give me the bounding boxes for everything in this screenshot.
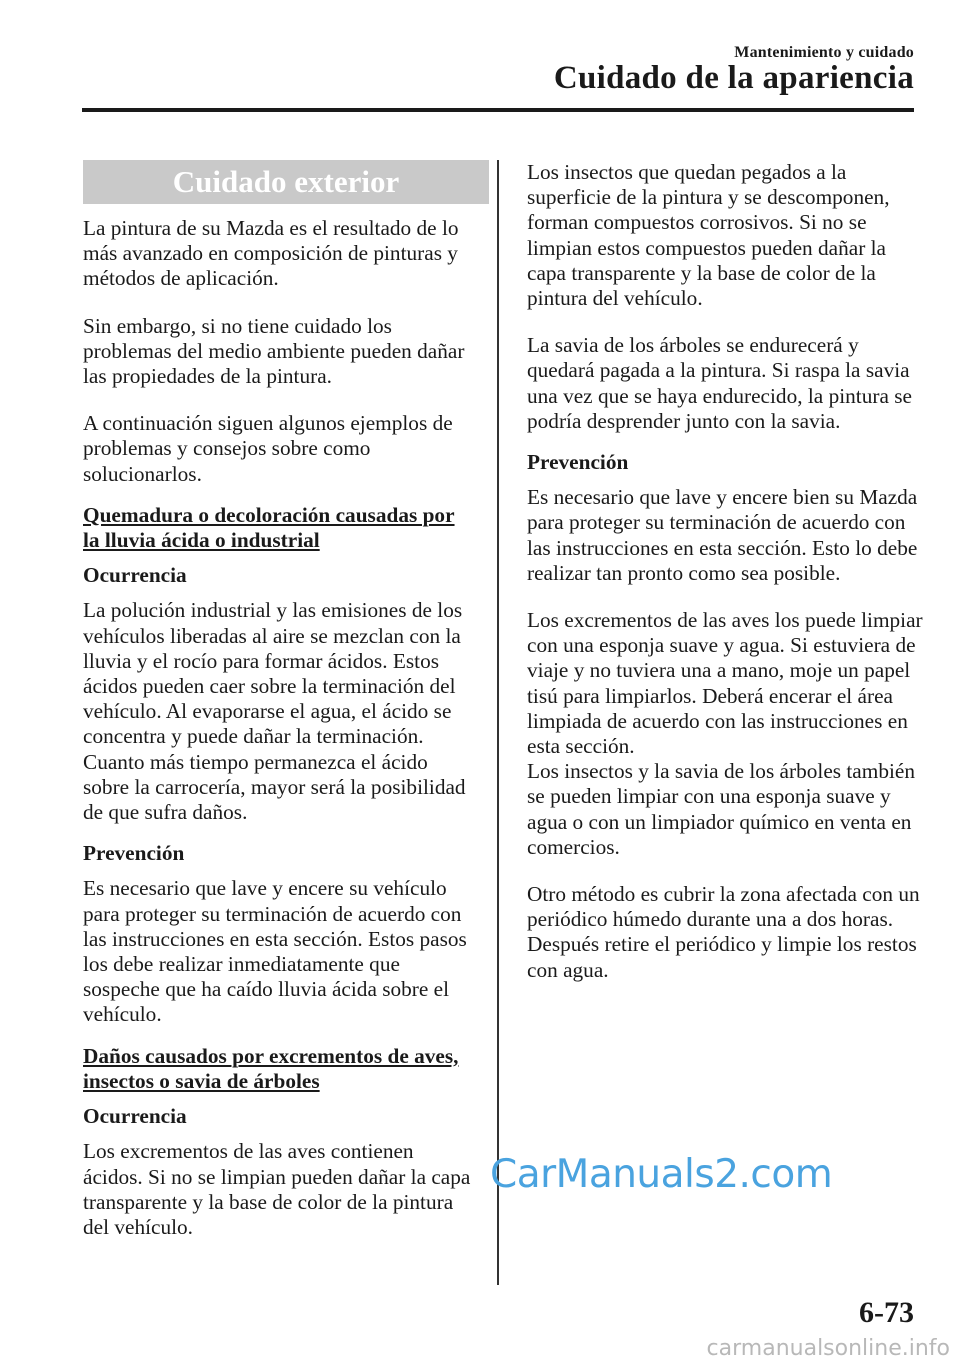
intro-paragraph-3: A continuación siguen algunos ejemplos de problemas y consejos sobre como solucionarlos. [83, 411, 453, 486]
subsection-heading-droppings: Daños causados por excrementos de aves, insectos o savia de árboles [83, 1043, 459, 1093]
prevention-text-2: Es necesario que lave y encere bien su Mazda para proteger su terminación de acuerdo con las instrucciones en esta sección. Esto lo debe realizar tan pronto como sea posible. [527, 485, 918, 585]
intro-paragraph-1: La pintura de su Mazda es el resultado de lo más avanzado en composición de pinturas y métodos de aplicación. [83, 216, 459, 291]
sap-paragraph: La savia de los árboles se endurecerá y quedará pagada a la pintura. Si raspa la savia una vez que se haya endurecido, la pintura se podría desprender junto con la savia. [527, 333, 912, 433]
column-divider [497, 160, 499, 1285]
newspaper-method-text: Otro método es cubrir la zona afectada con un periódico húmedo durante una a dos horas. Después retire el periódico y limpie los restos con agua. [527, 882, 920, 982]
left-column [83, 160, 475, 1262]
prevention-label-1: Prevención [83, 841, 185, 866]
occurrence-label-2: Ocurrencia [83, 1104, 187, 1129]
insects-paragraph: Los insectos que quedan pegados a la superficie de la pintura y se descomponen, forman compuestos corrosivos. Si no se limpian estos compuestos pueden dañar la capa transparente y la base de color de la pintura del vehículo. [527, 160, 890, 311]
prevention-label-2: Prevención [527, 450, 629, 475]
page-title: Cuidado de la apariencia [553, 60, 914, 96]
section-title: Cuidado exterior [83, 160, 489, 204]
watermark-logo: CarManuals2.com [490, 1152, 833, 1197]
occurrence-label-1: Ocurrencia [83, 563, 187, 588]
subsection-heading-acid-rain: Quemadura o decoloración causadas por la lluvia ácida o industrial [83, 502, 455, 553]
occurrence-text-1b: Cuanto más tiempo permanezca el ácido sobre la carrocería, mayor será la posibilidad de que sufra daños. [83, 749, 466, 825]
chapter-label: Mantenimiento y cuidado [734, 44, 914, 61]
prevention-text-1: Es necesario que lave y encere su vehículo para proteger su terminación de acuerdo con las instrucciones en esta sección. Estos pasos los debe realizar inmediatamente que sospeche que ha caído lluvia ácida sobre el vehículo. [83, 876, 467, 1027]
insects-cleaning-text: Los insectos y la savia de los árboles también se pueden limpiar con una esponja suave y agua o con un limpiador químico en venta en comercios. [527, 759, 915, 859]
page-number: 6-73 [859, 1296, 914, 1329]
droppings-cleaning-text: Los excrementos de las aves los puede limpiar con una esponja suave y agua. Si estuviera de viaje y no tuviera una a mano, moje un papel tisú para limpiarlos. Deberá encerar el área limpiada de acuerdo con las instrucciones en esta sección. [527, 608, 923, 759]
footer-url: carmanualsonline.info [706, 1336, 950, 1361]
occurrence-text-1a: La polución industrial y las emisiones de los vehículos liberadas al aire se mezclan con la lluvia y el rocío para formar ácidos. Estos ácidos pueden caer sobre la terminación del vehículo. Al evaporarse el agua, el ácido se concentra y puede dañar la terminación. [83, 598, 463, 749]
right-column [527, 160, 927, 1005]
intro-paragraph-2: Sin embargo, si no tiene cuidado los problemas del medio ambiente pueden dañar las propiedades de la pintura. [83, 313, 465, 389]
header-divider [82, 108, 914, 112]
occurrence-text-2: Los excrementos de las aves contienen ácidos. Si no se limpian pueden dañar la capa transparente y la base de color de la pintura del vehículo. [83, 1139, 471, 1239]
